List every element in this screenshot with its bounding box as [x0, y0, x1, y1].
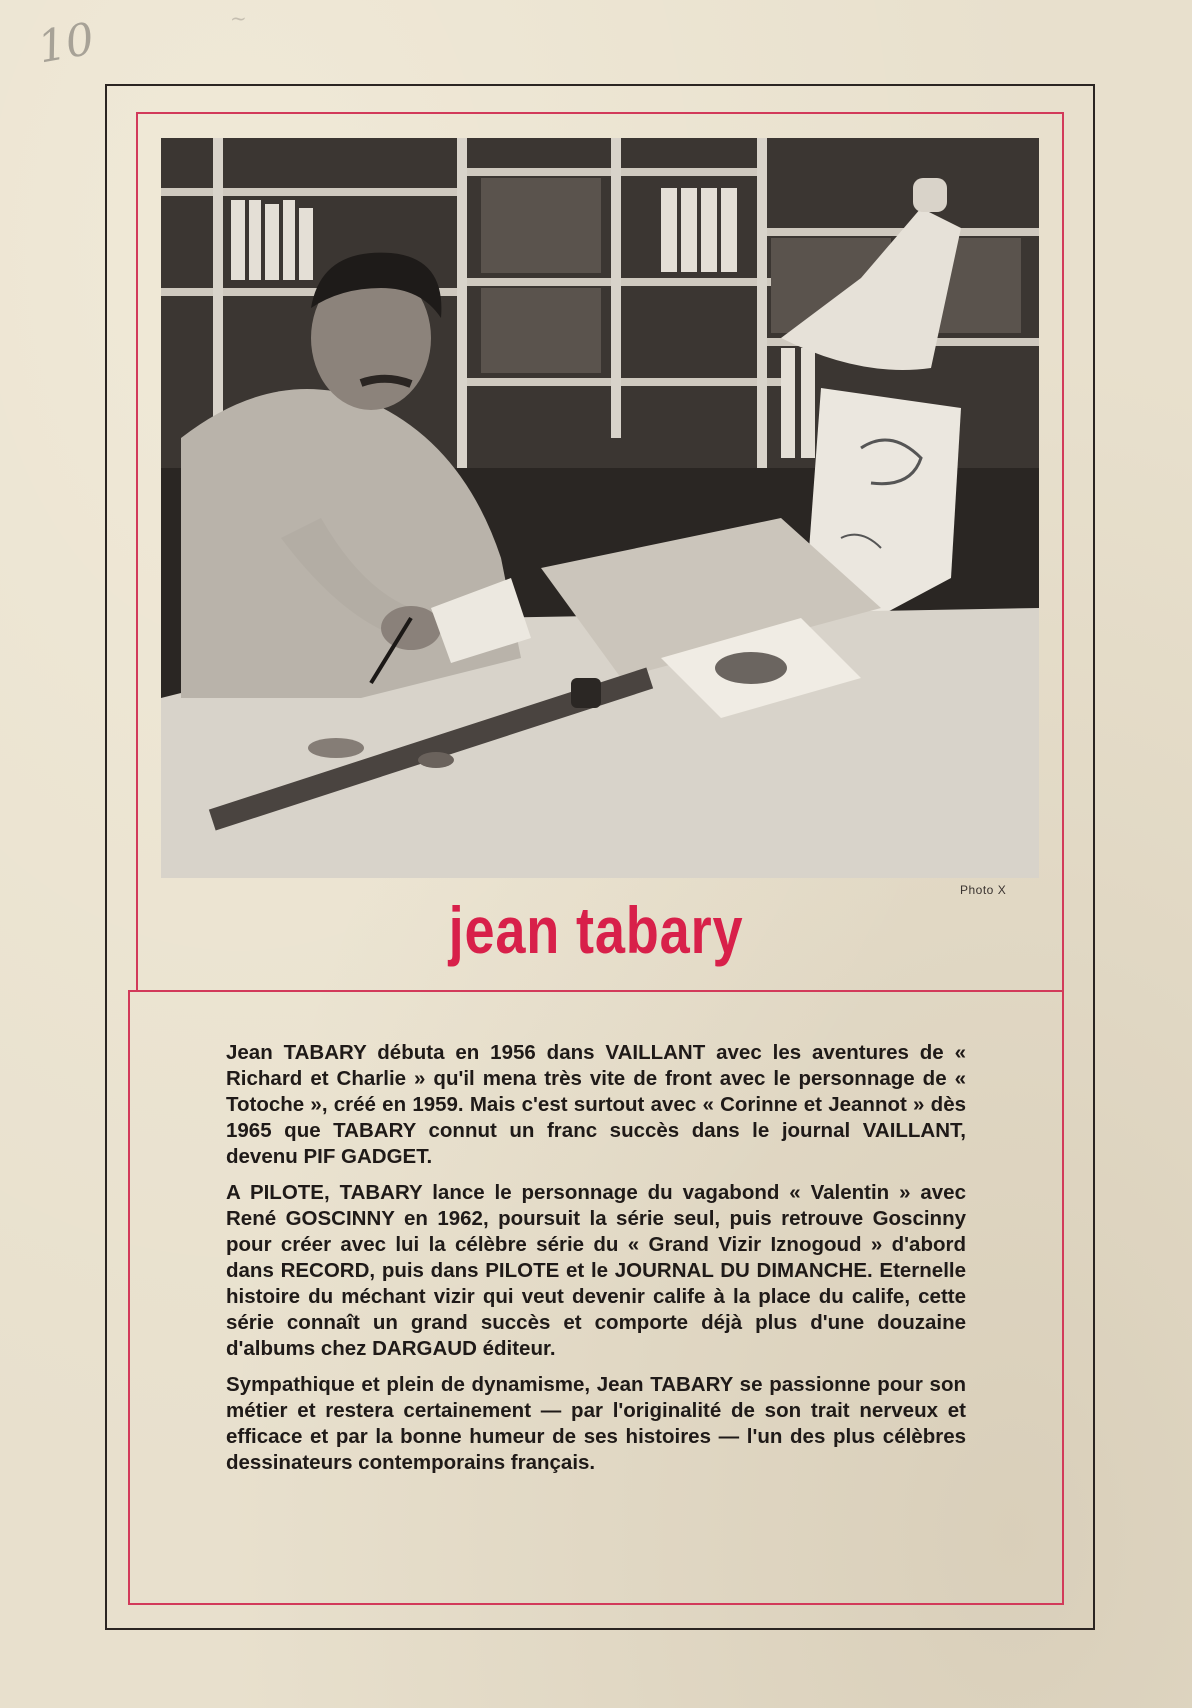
biography-text	[226, 1040, 966, 1486]
shelf-board	[161, 188, 461, 196]
biography-paragraph: Sympathique et plein de dynamisme, Jean TABARY se passionne pour son métier et restera certainement — par l'originalité de son trait nerveux et efficace et par la bonne humeur de ses histoires — l'un des plus célèbres dessinateurs contemporains français.	[226, 1373, 966, 1474]
biography-paragraph: Jean TABARY débuta en 1956 dans VAILLANT avec les aventures de « Richard et Charlie » qu'il mena très vite de front avec le personnage de « Totoche », créé en 1959. Mais c'est surtout avec « Corinne et Jeannot » dès 1965 que TABARY connut un franc succès dans le journal VAILLANT, devenu PIF GADGET.	[226, 1041, 966, 1168]
photo-illustration	[161, 138, 1039, 878]
desk-lamp-head	[913, 178, 947, 212]
ink-lid	[418, 752, 454, 768]
drawing-on-paper	[715, 652, 787, 684]
ink-pot	[571, 678, 601, 708]
faint-pencil-scribble: ~	[230, 6, 247, 30]
shelf-post	[457, 138, 467, 468]
biography-paragraph: A PILOTE, TABARY lance le personnage du vagabond « Valentin » avec René GOSCINNY en 1962, poursuit la série seul, puis retrouve Goscinny pour créer avec lui la célèbre série du « Grand Vizir Iznogoud » d'abord dans RECORD, puis dans PILOTE et le JOURNAL DU DIMANCHE. Eternelle histoire du méchant vizir qui veut devenir calife à la place du calife, cette série connaît un grand succès et comporte déjà plus d'une douzaine d'albums chez DARGAUD éditeur.	[226, 1181, 966, 1360]
artist-photo	[161, 138, 1039, 878]
shelf-post	[757, 138, 767, 468]
eraser	[308, 738, 364, 758]
page-title: jean tabary	[448, 893, 744, 967]
man-hand	[381, 606, 441, 650]
shelf-post	[611, 138, 621, 438]
photo-credit: Photo X	[960, 883, 1007, 897]
handwritten-page-number: 10	[33, 13, 99, 74]
